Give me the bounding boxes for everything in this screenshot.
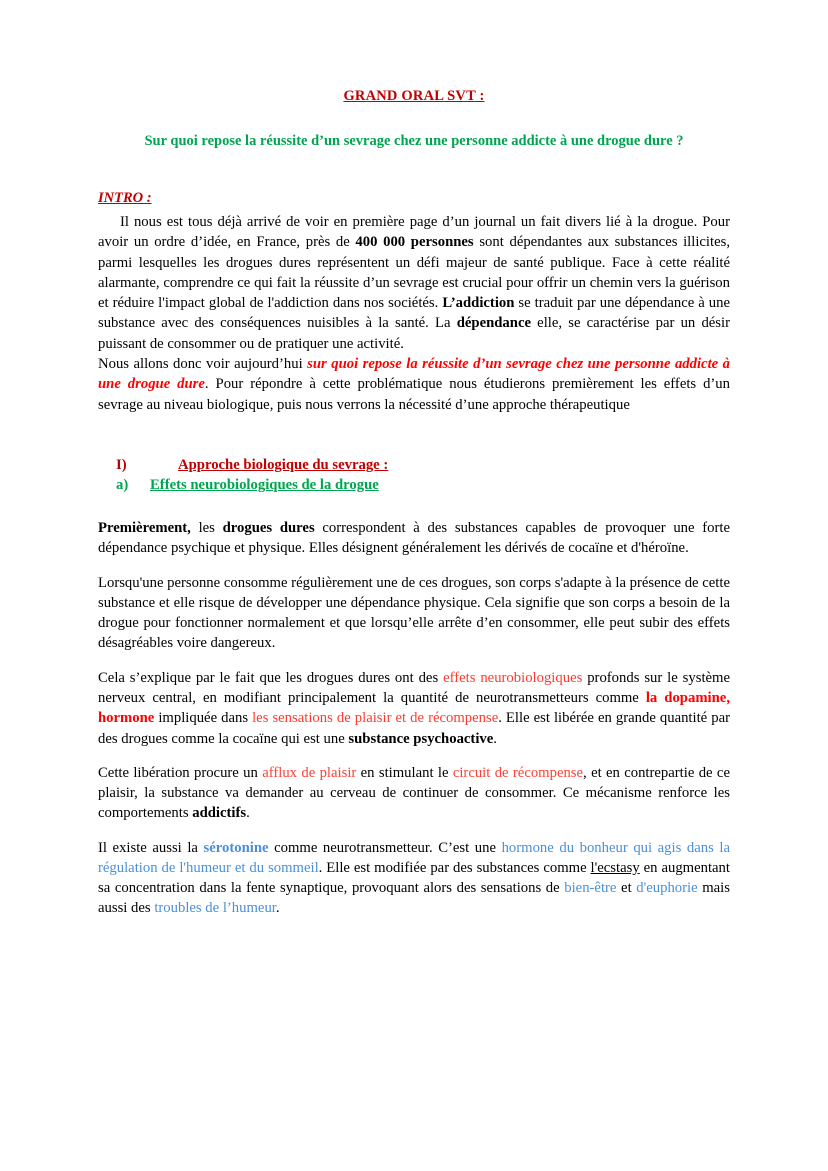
text-run: Il nous est tous déjà arrivé de voir en première page d’un journal un fait divers lié à la drogue. Pour avoir un ordre d’idée, en France, près de bbox=[98, 214, 730, 251]
text-run-red: les sensations de plaisir et de récompense bbox=[252, 710, 499, 727]
outline-item-1 bbox=[116, 455, 730, 476]
text-run: profonds sur le système nerveux central, en modifiant principalement la quantité de neurotransmetteurs comme bbox=[98, 669, 730, 706]
paragraph-3 bbox=[98, 668, 730, 749]
text-run: Il existe aussi la bbox=[98, 839, 204, 856]
text-run: . Elle est modifiée par des substances comme bbox=[318, 859, 591, 876]
text-run: les bbox=[190, 519, 223, 536]
intro-heading: INTRO : bbox=[98, 190, 152, 206]
text-run-bold: dépendance bbox=[456, 315, 531, 332]
paragraph-2: Lorsqu'une personne consomme régulièrement une de ces drogues, son corps s'adapte à la présence de cette substance et elle risque de développer une dépendance physique. Cela signifie que son corps a besoin de la drogue pour fonctionner normalement et que lorsqu’elle arrête d’en consommer, elle peut subir des effets désagréables voire dangereux. bbox=[98, 574, 730, 652]
intro-paragraph-2 bbox=[98, 354, 730, 415]
outline-list bbox=[116, 455, 730, 496]
text-run-bold: substance psychoactive bbox=[348, 730, 494, 747]
text-run: Nous allons donc voir aujourd’hui bbox=[98, 355, 308, 372]
text-run-red: circuit de récompense bbox=[452, 764, 584, 781]
text-run: . Pour répondre à cette problématique nous étudierons premièrement les effets d’un sevrage au niveau biologique, puis nous verrons la nécessité d’une approche thérapeutique bbox=[98, 376, 730, 413]
text-run: . bbox=[275, 900, 280, 917]
text-run-bold: L’addiction bbox=[442, 295, 515, 312]
document-subtitle: Sur quoi repose la réussite d’un sevrage chez une personne addicte à une drogue dure ? bbox=[144, 133, 684, 149]
text-run-blue: d'euphorie bbox=[636, 880, 698, 897]
text-run: . bbox=[246, 805, 250, 822]
outline-number: a) bbox=[116, 477, 129, 494]
text-run-red-bold: la dopamine, hormone bbox=[98, 689, 730, 727]
outline-label: Effets neurobiologiques de la drogue bbox=[150, 477, 379, 494]
text-run-bold: 400 000 personnes bbox=[355, 234, 474, 251]
page-title: GRAND ORAL SVT : bbox=[343, 88, 485, 104]
text-run: , et en contrepartie de ce plaisir, la substance va demander au cerveau de continuer de consommer. Ce mécanisme renforce les comportements bbox=[98, 764, 730, 822]
text-run: comme neurotransmetteur. C’est une bbox=[268, 839, 502, 856]
text-run: correspondent à des substances capables de provoquer une forte dépendance psychique et physique. Elles désignent généralement les dérivés de cocaïne et d'héroïne. bbox=[98, 519, 730, 557]
text-run: et bbox=[616, 880, 637, 897]
paragraph-4 bbox=[98, 763, 730, 824]
paragraph-1 bbox=[98, 518, 730, 559]
text-run-bold: Premièrement, bbox=[98, 519, 191, 536]
text-run: en stimulant le bbox=[356, 764, 453, 781]
text-run: . bbox=[493, 730, 497, 747]
body-block-1 bbox=[98, 518, 730, 559]
document-body bbox=[98, 88, 730, 919]
text-run-blue: bien-être bbox=[564, 880, 617, 897]
text-run: impliquée dans bbox=[154, 710, 253, 727]
text-run: se traduit par une dépendance à une substance avec des conséquences nuisibles à la santé. La bbox=[98, 295, 730, 332]
outline-number: I) bbox=[116, 456, 127, 473]
text-run: mais aussi des bbox=[98, 880, 730, 917]
outline-item-2 bbox=[116, 475, 730, 496]
text-run: en augmentant sa concentration dans la fente synaptique, provoquant alors des sensations de bbox=[98, 859, 730, 897]
text-run: sont dépendantes aux substances illicites, parmi lesquelles les drogues dures représentent un défi majeur de santé publique. Face à cette réalité alarmante, comprendre ce qui fait la réussite d’un sevrage est crucial pour offrir un chemin vers la guérison et réduire l'impact global de l'addiction dans nos sociétés. bbox=[98, 234, 731, 312]
text-run-underline: l'ecstasy bbox=[590, 859, 640, 876]
intro-paragraph-1 bbox=[98, 212, 730, 354]
outline-label: Approche biologique du sevrage : bbox=[178, 456, 389, 473]
text-run-bold: drogues dures bbox=[222, 519, 315, 536]
text-run: Cela s’explique par le fait que les drogues dures ont des bbox=[98, 669, 444, 686]
text-run: elle, se caractérise par un désir puissant de consommer ou de pratiquer une activité. bbox=[98, 315, 730, 352]
text-run-bold: addictifs bbox=[192, 805, 247, 822]
text-run: . Elle est libérée en grande quantité par des drogues comme la cocaïne qui est une bbox=[98, 710, 730, 747]
text-run-blue-bold: sérotonine bbox=[203, 839, 269, 856]
text-run-red: effets neurobiologiques bbox=[443, 669, 583, 686]
paragraph-5 bbox=[98, 838, 730, 919]
text-run-highlight-question: sur quoi repose la réussite d’un sevrage chez une personne addicte à une drogue dure bbox=[98, 355, 730, 393]
text-run-blue: hormone du bonheur qui agis dans la régulation de l'humeur et du sommeil bbox=[98, 839, 730, 876]
text-run-blue: troubles de l’humeur bbox=[154, 900, 276, 917]
text-run-red: afflux de plaisir bbox=[262, 764, 357, 781]
text-run: Cette libération procure un bbox=[98, 764, 263, 781]
